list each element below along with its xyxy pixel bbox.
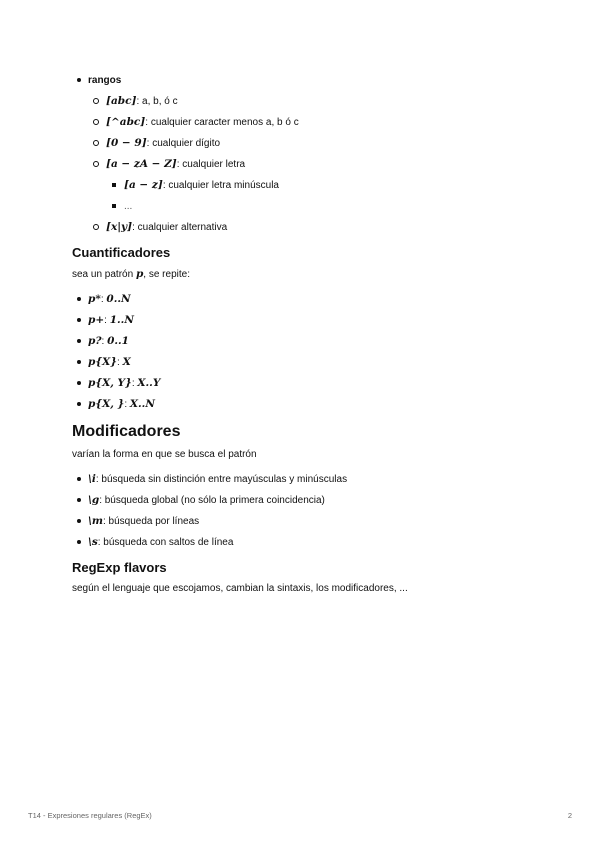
math-value: X..N: [129, 398, 155, 410]
item-text: : búsqueda sin distinción entre mayúsculas y minúsculas: [95, 474, 348, 485]
math-value: 0..1: [107, 335, 129, 347]
item-text: : cualquier letra: [176, 159, 246, 170]
math-expression: \s: [88, 536, 98, 548]
item-text: : cualquier letra minúscula: [162, 180, 279, 191]
list-item: [108, 196, 552, 217]
rangos-label: rangos: [88, 75, 122, 86]
modificadores-heading: Modificadores: [72, 423, 181, 440]
separator: :: [101, 336, 108, 347]
separator: :: [117, 357, 123, 368]
math-expression: \m: [88, 515, 103, 527]
math-expression: p*: [88, 293, 101, 305]
item-text: : cualquier alternativa: [132, 222, 228, 233]
list-item: [72, 352, 552, 373]
list-item: [72, 490, 552, 511]
rangos-list: [72, 70, 552, 238]
math-expression: [0 − 9]: [106, 137, 147, 149]
modificadores-intro: varían la forma en que se busca el patrón: [72, 449, 257, 460]
intro-text: , se repite:: [143, 269, 190, 280]
flavors-heading: RegExp flavors: [72, 560, 167, 575]
item-text: : búsqueda por líneas: [102, 516, 200, 527]
list-item: [90, 112, 552, 133]
intro-text: sea un patrón: [72, 269, 136, 280]
math-value: 1..N: [109, 314, 134, 326]
footer-title: T14 - Expresiones regulares (RegEx): [28, 811, 152, 820]
separator: :: [131, 378, 138, 389]
separator: :: [100, 294, 107, 305]
math-expression: [x|y]: [106, 221, 133, 233]
math-expression: \i: [88, 473, 96, 485]
math-expression: p+: [88, 314, 105, 326]
document-body: [72, 70, 552, 603]
cuantificadores-intro: [72, 266, 552, 283]
math-value: X..Y: [137, 377, 161, 389]
item-text: : búsqueda global (no sólo la primera coincidencia): [99, 495, 325, 506]
separator: :: [124, 399, 130, 410]
cuantificadores-list: [72, 289, 552, 415]
item-text: : cualquier dígito: [146, 138, 221, 149]
item-text: : a, b, ó c: [136, 96, 178, 107]
list-item: [72, 331, 552, 352]
math-value: 0..N: [106, 293, 131, 305]
list-item: [72, 394, 552, 415]
math-expression: p?: [88, 335, 102, 347]
item-text: : cualquier caracter menos a, b ó c: [145, 117, 299, 128]
math-expression: p{X}: [88, 356, 117, 368]
math-value: X: [122, 356, 131, 368]
separator: :: [104, 315, 110, 326]
list-item: [72, 469, 552, 490]
math-expression: [abc]: [106, 95, 137, 107]
item-text: ...: [124, 201, 133, 212]
page-number: 2: [567, 811, 572, 820]
math-expression: p: [135, 268, 144, 280]
list-item: [72, 70, 552, 238]
rangos-sublist: [90, 91, 552, 238]
list-item: [72, 289, 552, 310]
letter-sublist: [108, 175, 552, 217]
list-item: [108, 175, 552, 196]
cuantificadores-heading: Cuantificadores: [72, 245, 171, 260]
math-expression: [a − zA − Z]: [106, 158, 177, 170]
math-expression: [^abc]: [106, 116, 146, 128]
list-item: [90, 154, 552, 217]
flavors-text: según el lenguaje que escojamos, cambian la sintaxis, los modificadores, ...: [72, 583, 408, 594]
math-expression: [a − z]: [124, 179, 163, 191]
list-item: [72, 310, 552, 331]
math-expression: p{X, }: [88, 398, 125, 410]
math-expression: \g: [88, 494, 100, 506]
list-item: [72, 511, 552, 532]
list-item: [90, 91, 552, 112]
list-item: [72, 532, 552, 553]
math-expression: p{X, Y}: [88, 377, 132, 389]
list-item: [90, 217, 552, 238]
list-item: [90, 133, 552, 154]
list-item: [72, 373, 552, 394]
modificadores-list: [72, 469, 552, 553]
item-text: : búsqueda con saltos de línea: [97, 537, 234, 548]
